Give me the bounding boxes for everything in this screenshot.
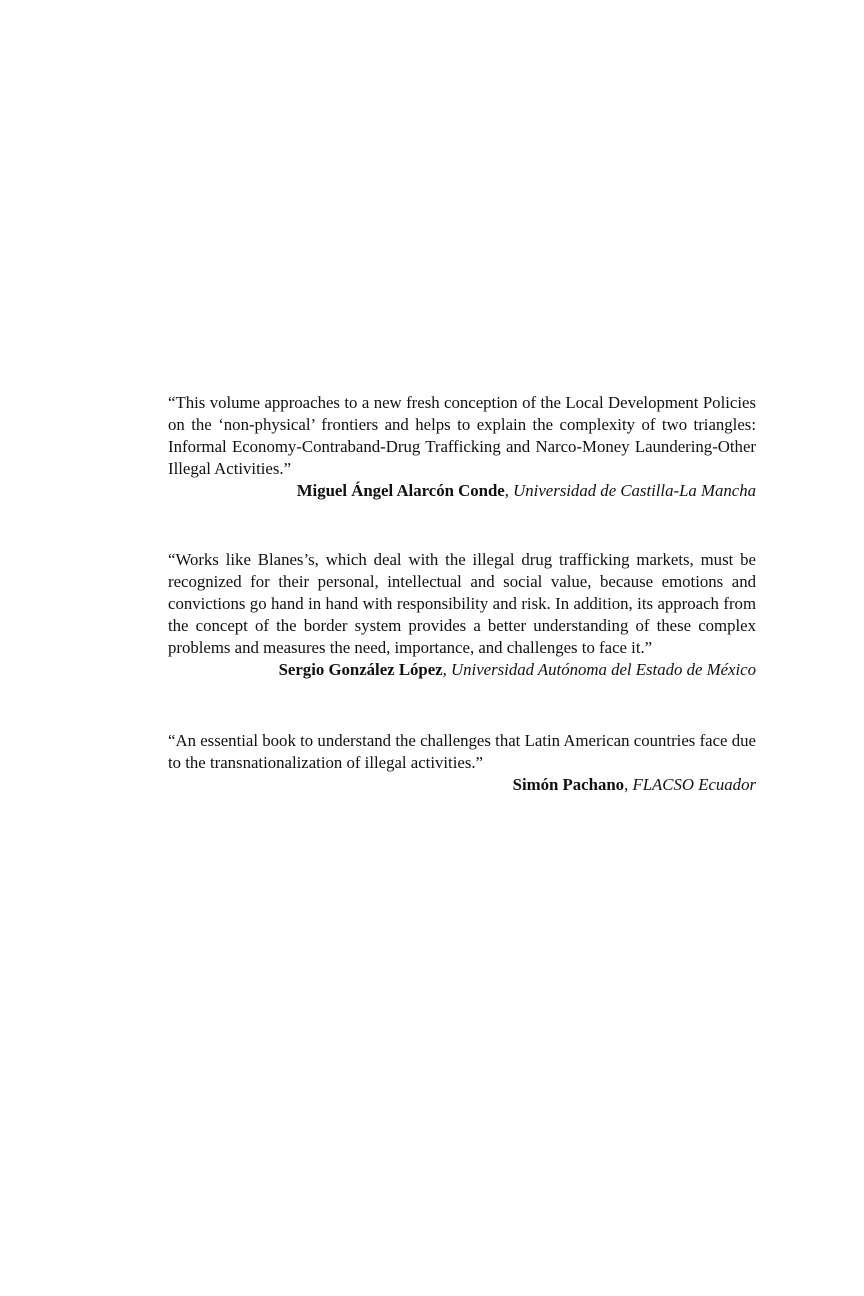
endorsement-blurb [168,549,756,681]
endorsement-quote: “Works like Blanes’s, which deal with the illegal drug trafficking markets, must be recognized for their personal, intellectual and social value, because emotions and convictions go hand in hand with responsibility and risk. In addition, its approach from the concept of the border system provides a better understanding of these complex problems and measures the need, importance, and challenges to face it.” [168,550,756,657]
endorsement-quote: “This volume approaches to a new fresh conception of the Local Development Policies on the ‘non-physical’ frontiers and helps to explain the complexity of two triangles: Informal Economy-Contraband-Drug Trafficking and Narco-Money Laundering-Other Illegal Activities.” [168,393,756,478]
endorsement-quote: “An essential book to understand the challenges that Latin American countries face due to the transnationalization of illegal activities.” [168,731,756,772]
endorsement-attribution [168,659,756,681]
endorsement-author: Miguel Ángel Alarcón Conde [296,481,505,500]
endorsement-blurb [168,392,756,502]
endorsement-attribution [168,480,756,502]
endorsement-affiliation: Universidad de Castilla-La Mancha [513,481,756,500]
endorsement-affiliation: Universidad Autónoma del Estado de México [451,660,756,679]
endorsement-attribution [168,774,756,796]
endorsement-author: Sergio González López [278,660,443,679]
endorsement-affiliation: FLACSO Ecuador [632,775,756,794]
endorsement-author: Simón Pachano [512,775,625,794]
endorsement-blurb [168,730,756,796]
attribution-separator: , [624,775,633,794]
attribution-separator: , [442,660,452,679]
attribution-separator: , [504,481,514,500]
